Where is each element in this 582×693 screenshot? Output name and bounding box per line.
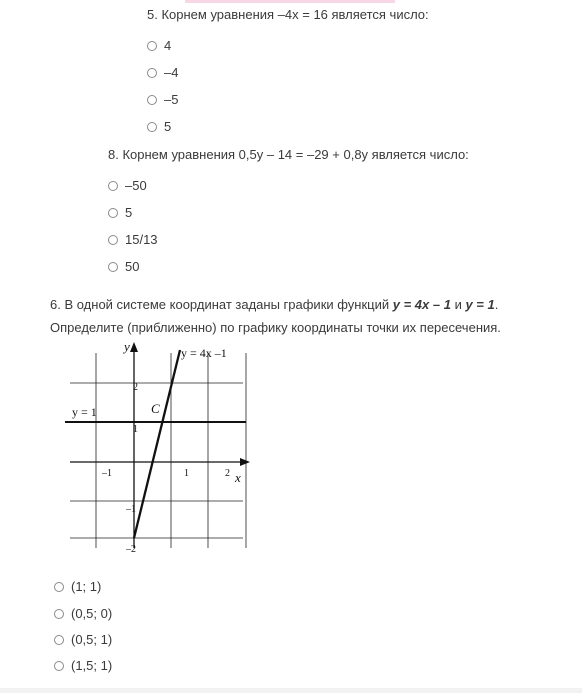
bottom-divider [0, 688, 582, 693]
y-axis-arrow [130, 342, 138, 352]
option-label: 50 [125, 259, 140, 274]
function-graph [60, 338, 260, 558]
top-accent-bar [185, 0, 395, 3]
option-label: 5 [125, 205, 133, 220]
option-label: 4 [164, 38, 172, 53]
option-label: (1; 1) [71, 579, 102, 594]
radio-button[interactable] [54, 609, 64, 619]
y-tick-1: 1 [133, 424, 138, 435]
question-5-title: 5. Корнем уравнения –4х = 16 является число: [147, 7, 429, 22]
radio-button[interactable] [108, 208, 118, 218]
option-label: 5 [164, 119, 172, 134]
x-tick-1: 1 [184, 468, 189, 479]
question-6-title-line2: Определите (приближенно) по графику координаты точки их пересечения. [50, 320, 501, 335]
y-axis-label: y [124, 339, 130, 354]
option-label: –50 [125, 178, 147, 193]
q6-function-2: y = 1 [465, 297, 495, 312]
x-tick-neg1: –1 [102, 468, 112, 479]
radio-button[interactable] [147, 68, 157, 78]
x-axis-label: x [235, 470, 241, 485]
radio-button[interactable] [147, 122, 157, 132]
q6-function-1: y = 4x – 1 [392, 297, 451, 312]
radio-button[interactable] [108, 262, 118, 272]
radio-button[interactable] [54, 635, 64, 645]
y-tick-neg2: –2 [126, 544, 136, 555]
option-label: (0,5; 0) [71, 606, 113, 621]
q6-option-2[interactable] [54, 606, 112, 621]
line-label: y = 4x –1 [181, 346, 227, 360]
hline-label: y = 1 [72, 405, 97, 419]
option-label: –5 [164, 92, 179, 107]
question-6-title-line1 [50, 297, 498, 312]
q5-option-1[interactable] [147, 38, 171, 53]
radio-button[interactable] [108, 235, 118, 245]
radio-button[interactable] [108, 181, 118, 191]
radio-button[interactable] [54, 582, 64, 592]
option-label: –4 [164, 65, 179, 80]
radio-button[interactable] [147, 41, 157, 51]
x-axis-arrow [240, 458, 250, 466]
option-label: (0,5; 1) [71, 632, 113, 647]
point-c-label: C [151, 401, 160, 416]
q5-option-3[interactable] [147, 92, 178, 107]
q5-option-2[interactable] [147, 65, 178, 80]
q6-option-1[interactable] [54, 579, 101, 594]
q8-option-4[interactable] [108, 259, 139, 274]
x-tick-2: 2 [225, 468, 230, 479]
q8-option-2[interactable] [108, 205, 132, 220]
option-label: (1,5; 1) [71, 658, 113, 673]
q8-option-3[interactable] [108, 232, 158, 247]
radio-button[interactable] [147, 95, 157, 105]
q6-text-mid: и [450, 297, 466, 312]
q6-text-pre: 6. В одной системе координат заданы графики функций [50, 297, 393, 312]
q6-option-4[interactable] [54, 658, 112, 673]
grid [70, 353, 246, 548]
y-tick-2: 2 [133, 382, 138, 393]
q6-text-end: . [494, 297, 499, 312]
question-8-title: 8. Корнем уравнения 0,5y – 14 = –29 + 0,8y является число: [108, 147, 469, 162]
y-tick-neg1: –1 [126, 504, 136, 515]
q6-option-3[interactable] [54, 632, 112, 647]
q8-option-1[interactable] [108, 178, 147, 193]
option-label: 15/13 [125, 232, 158, 247]
q5-option-4[interactable] [147, 119, 171, 134]
radio-button[interactable] [54, 661, 64, 671]
line-y-4x-minus-1 [134, 350, 180, 538]
